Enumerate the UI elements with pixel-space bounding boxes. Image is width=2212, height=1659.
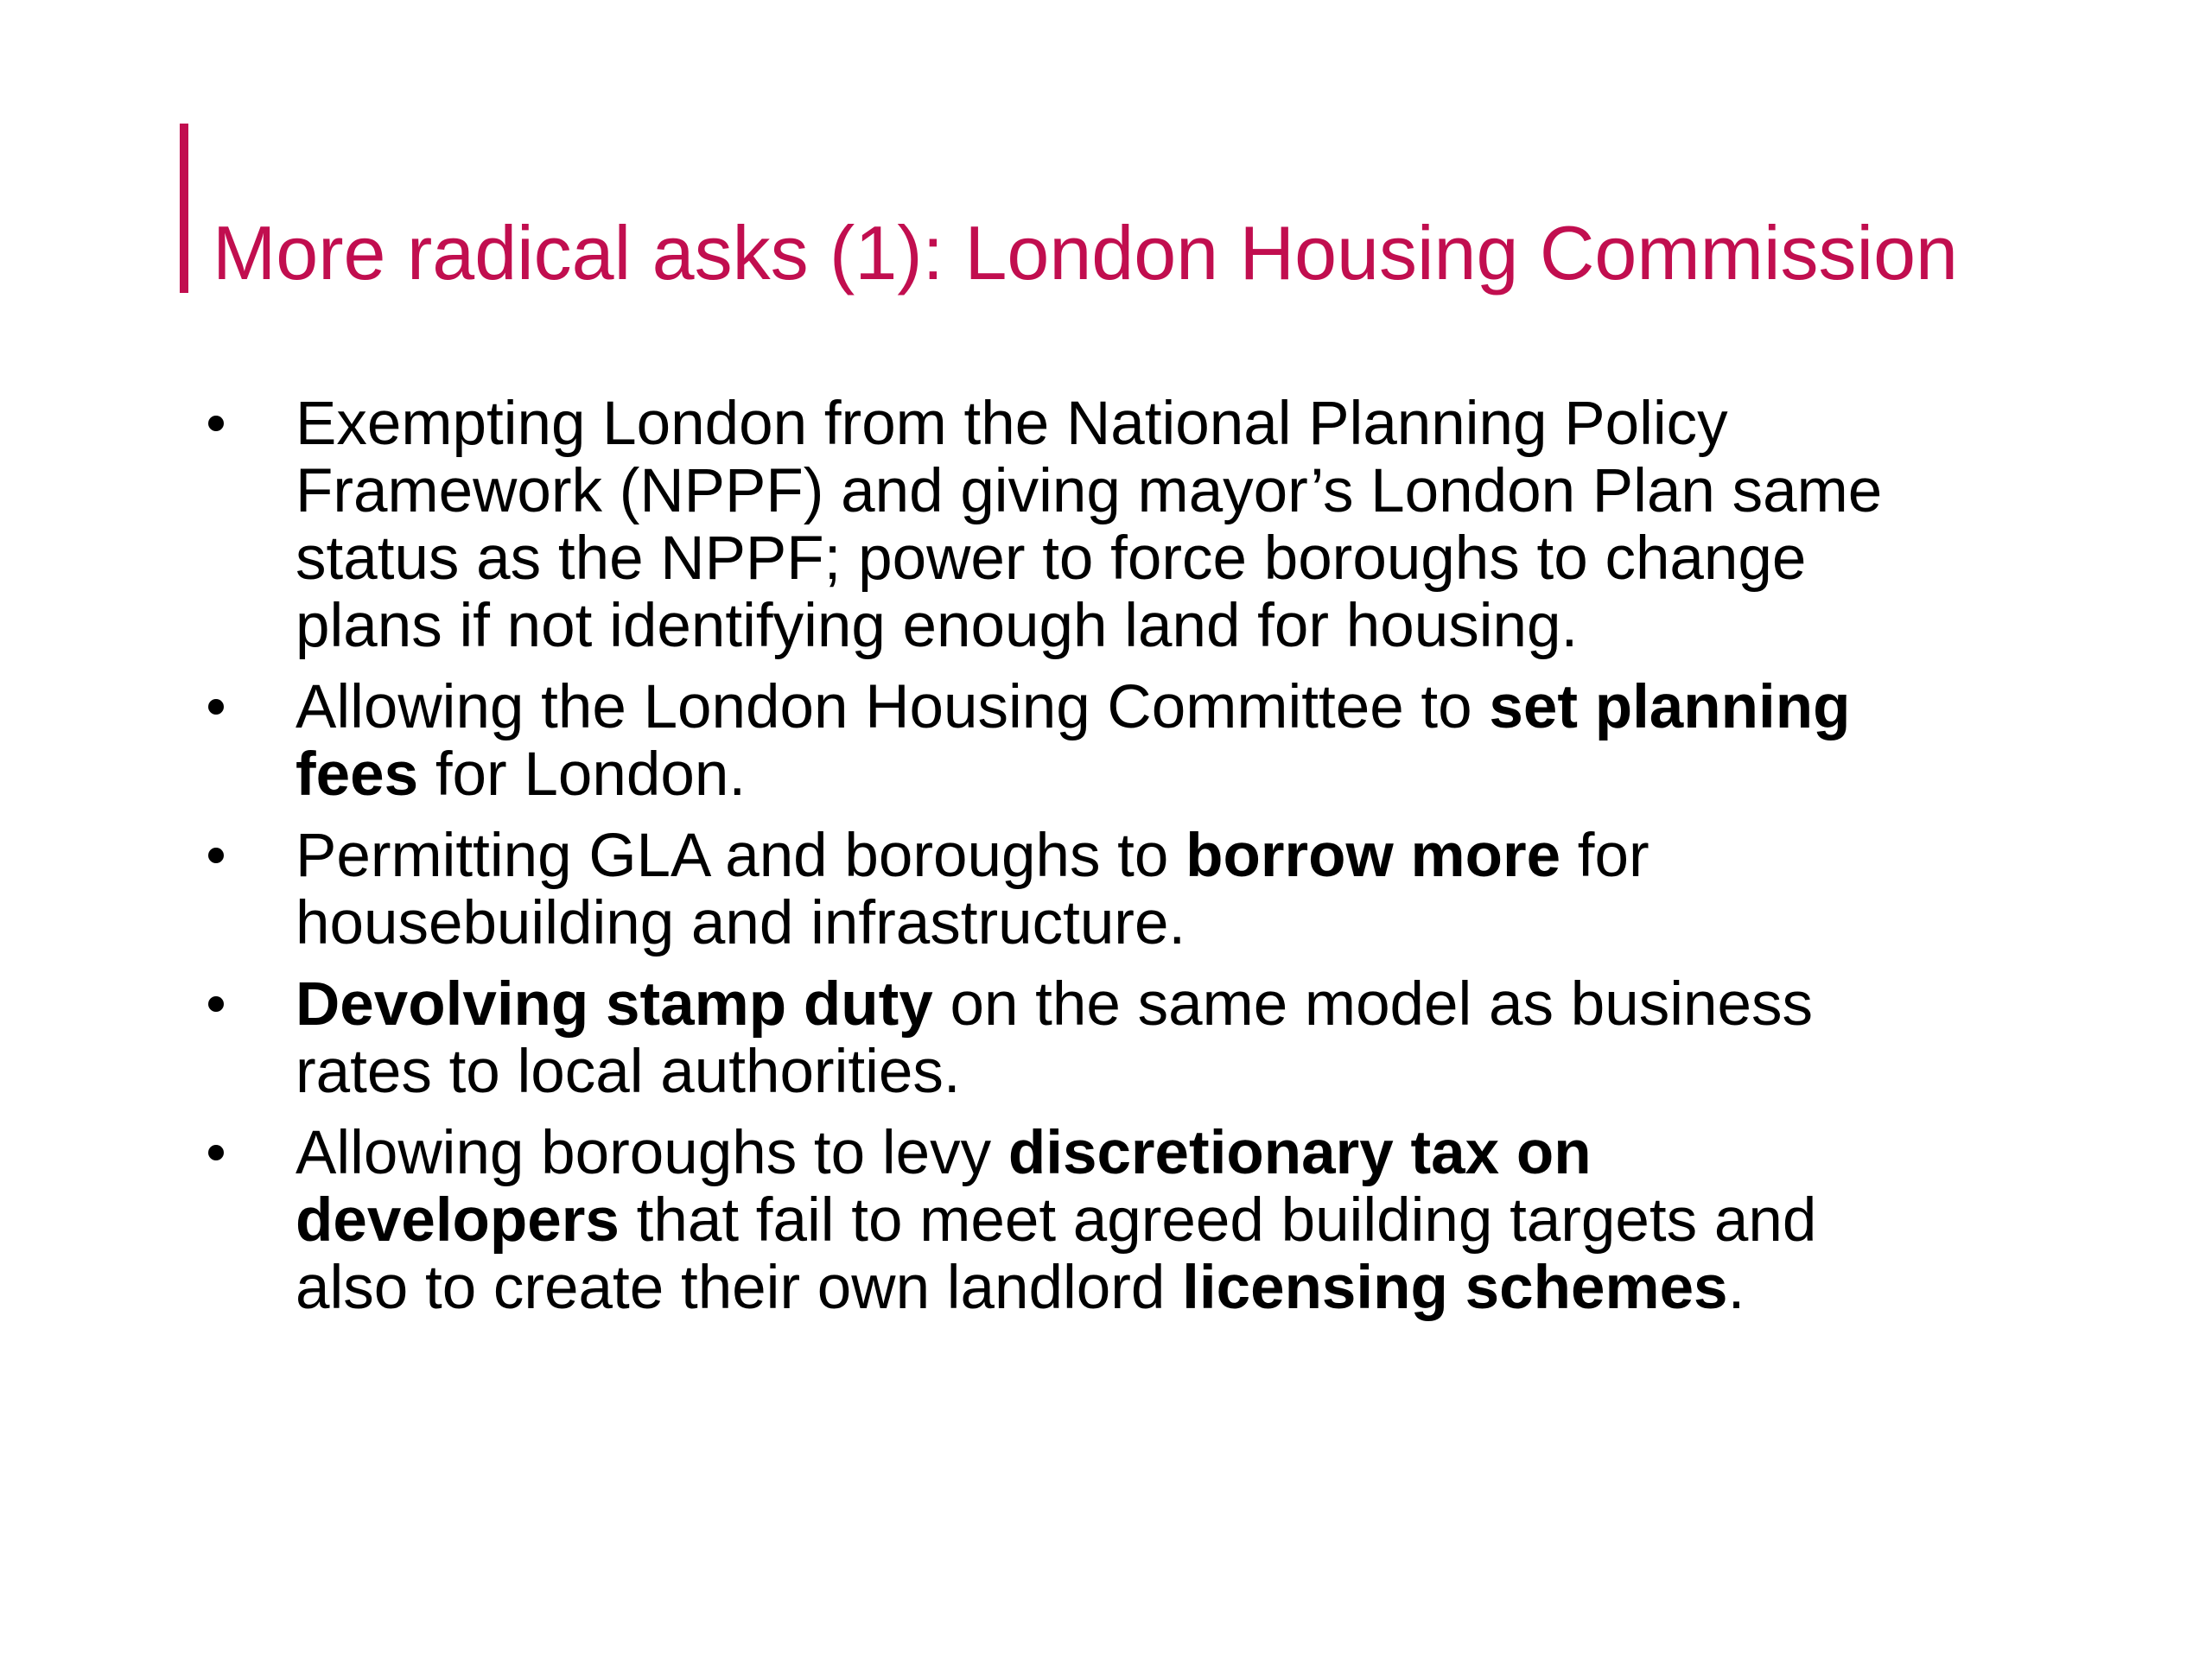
bullet-line (296, 458, 2160, 525)
bullet-item (207, 1120, 2160, 1322)
bullet-line (296, 1039, 2160, 1106)
bullet-text (296, 1120, 2160, 1322)
bullet-segment-bold: Devolving stamp duty (296, 970, 933, 1039)
bullet-line (296, 1120, 2160, 1187)
bullet-segment-bold: set planning (1489, 673, 1851, 741)
bullet-segment: rates to local authorities. (296, 1038, 961, 1106)
bullet-marker (207, 971, 296, 1039)
bullet-segment-bold: developers (296, 1186, 620, 1255)
bullet-line (296, 741, 2160, 809)
bullet-line (296, 525, 2160, 593)
bullet-line (296, 1255, 2160, 1322)
bullet-marker (207, 823, 296, 890)
bullet-item (207, 674, 2160, 809)
bullet-item (207, 971, 2160, 1106)
bullet-text (296, 971, 2160, 1106)
bullet-segment: that fail to meet agreed building targets and (619, 1186, 1817, 1255)
bullet-text (296, 391, 2160, 660)
bullet-segment: Exempting London from the National Planning Policy (296, 390, 1728, 458)
bullet-marker (207, 1120, 296, 1187)
bullet-segment-bold: discretionary tax on (1007, 1119, 1592, 1187)
bullet-segment-bold: borrow more (1185, 822, 1561, 890)
bullet-segment: for London. (418, 741, 747, 809)
slide-title: More radical asks (1): London Housing Commission (213, 209, 1958, 296)
bullet-line (296, 593, 2160, 660)
bullet-line (296, 890, 2160, 957)
bullet-line (296, 971, 2160, 1039)
bullet-dot-icon (208, 1145, 224, 1160)
bullet-segment-bold: licensing schemes (1182, 1254, 1728, 1322)
bullet-segment: Allowing the London Housing Committee to (296, 673, 1490, 741)
bullet-line (296, 391, 2160, 458)
bullet-segment-bold: fees (296, 741, 419, 809)
bullet-segment: plans if not identifying enough land for housing. (296, 592, 1579, 660)
bullet-dot-icon (208, 416, 224, 431)
bullet-item (207, 391, 2160, 660)
bullet-segment: Permitting GLA and boroughs to (296, 822, 1186, 890)
bullet-segment: Allowing boroughs to levy (296, 1119, 1008, 1187)
bullet-segment: also to create their own landlord (296, 1254, 1183, 1322)
bullet-dot-icon (208, 848, 224, 863)
bullet-line (296, 1187, 2160, 1255)
bullet-marker (207, 391, 296, 458)
bullet-segment: for (1560, 822, 1649, 890)
bullet-text (296, 674, 2160, 809)
bullet-segment: on the same model as business (932, 970, 1813, 1039)
bullet-segment: status as the NPPF; power to force boroughs to change (296, 524, 1807, 593)
bullet-list (207, 391, 2160, 1336)
title-accent-bar (180, 124, 188, 293)
bullet-segment: . (1727, 1254, 1745, 1322)
bullet-marker (207, 674, 296, 741)
bullet-segment: housebuilding and infrastructure. (296, 889, 1186, 957)
bullet-text (296, 823, 2160, 957)
bullet-segment: Framework (NPPF) and giving mayor’s London Plan same (296, 457, 1883, 525)
bullet-dot-icon (208, 699, 224, 715)
bullet-line (296, 674, 2160, 741)
bullet-line (296, 823, 2160, 890)
bullet-item (207, 823, 2160, 957)
bullet-dot-icon (208, 996, 224, 1012)
